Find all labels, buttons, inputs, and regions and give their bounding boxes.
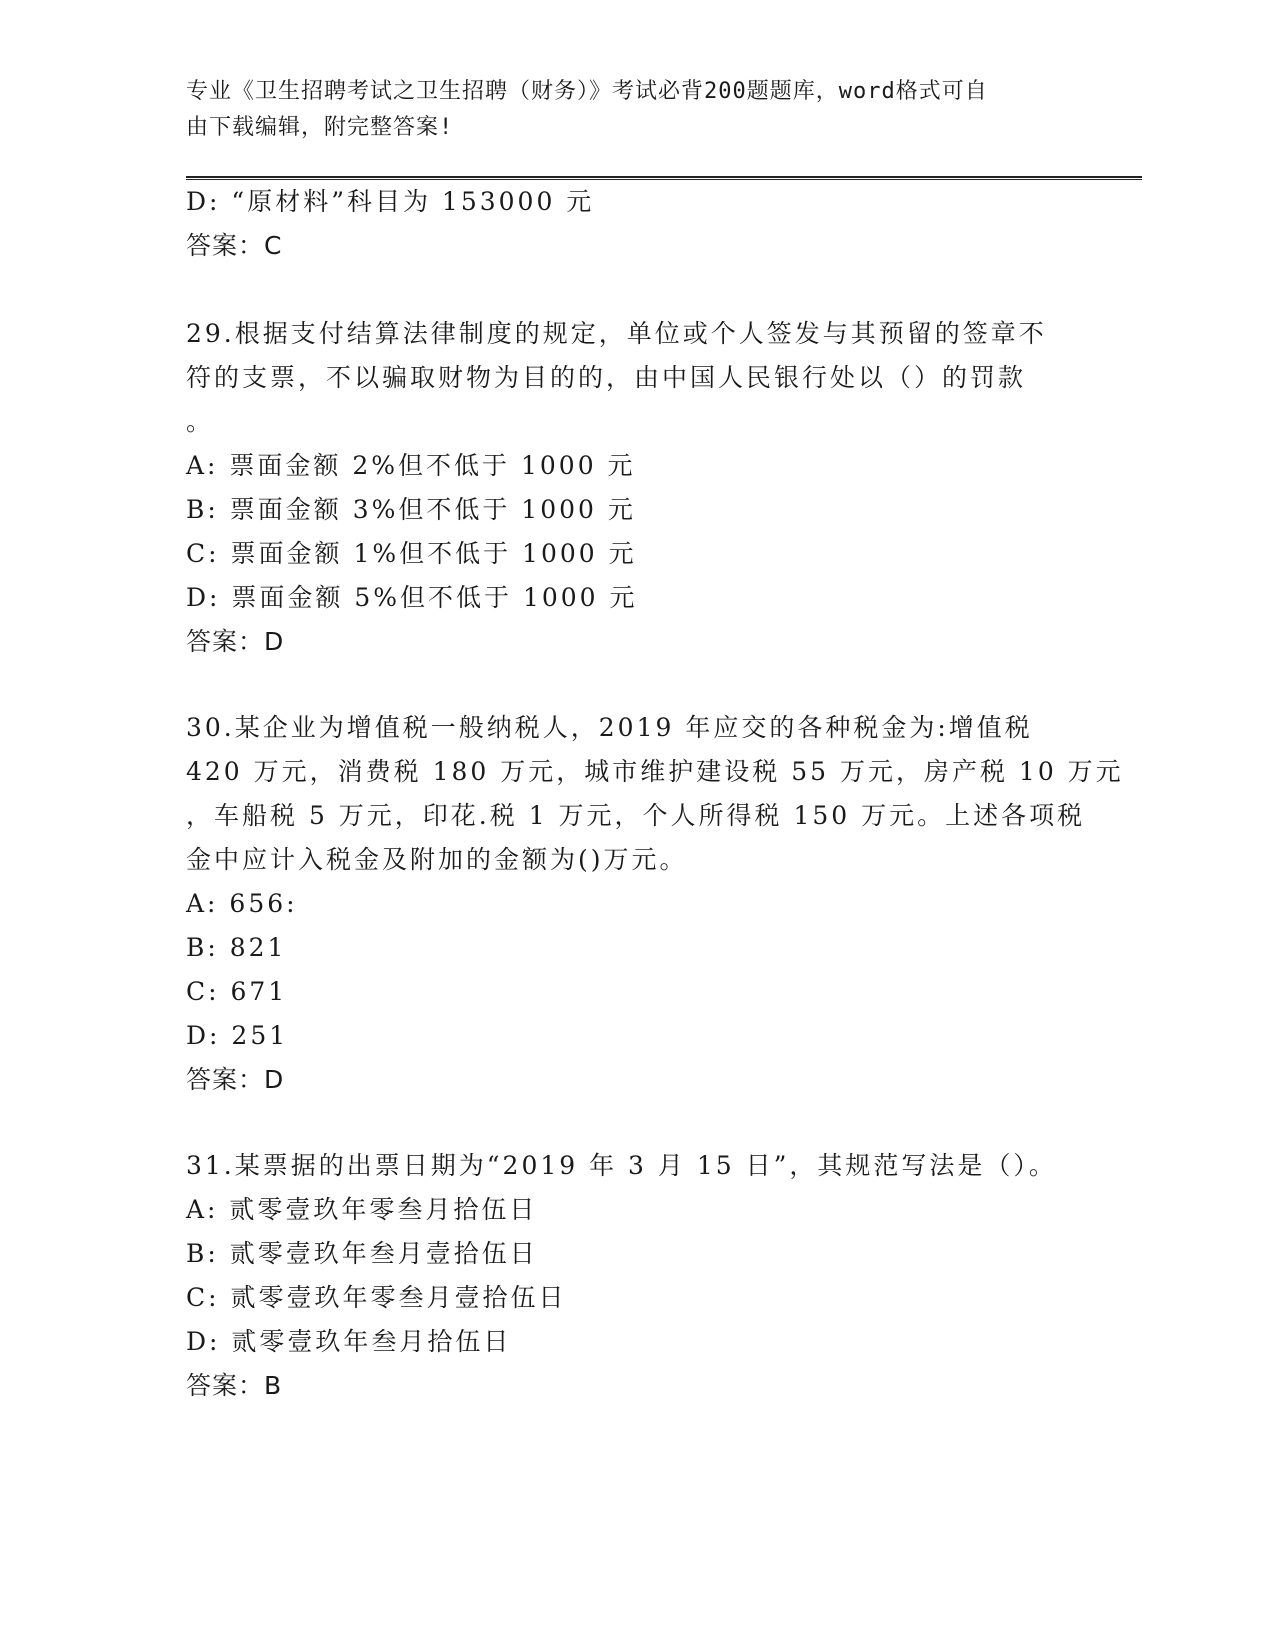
q30-stem-line-4: 金中应计入税金及附加的金额为()万元。 [186, 845, 688, 874]
q31-option-c: C: 贰零壹玖年零叁月壹拾伍日 [186, 1283, 567, 1312]
header-divider [186, 176, 1142, 180]
q31-stem-line-1: 31.某票据的出票日期为“2019 年 3 月 15 日”，其规范写法是（）。 [186, 1151, 1057, 1180]
q30-option-d: D: 251 [186, 1021, 289, 1050]
q29-stem-line-3: 。 [186, 407, 215, 436]
page-header [186, 74, 1066, 146]
q29-option-c: C: 票面金额 1%但不低于 1000 元 [186, 539, 637, 568]
q30-stem-line-2: 420 万元，消费税 180 万元，城市维护建设税 55 万元，房产税 10 万元 [186, 757, 1124, 786]
q29-answer: 答案：D [186, 627, 285, 656]
q30-answer: 答案：D [186, 1065, 285, 1094]
q29-option-d: D: 票面金额 5%但不低于 1000 元 [186, 583, 638, 612]
q29-option-a: A: 票面金额 2%但不低于 1000 元 [186, 451, 636, 480]
q30-option-c: C: 671 [186, 977, 288, 1006]
q31-answer: 答案：B [186, 1371, 283, 1400]
q30-option-a: A: 656: [186, 889, 298, 918]
header-line-1: 专业《卫生招聘考试之卫生招聘（财务）》考试必背200题题库，word格式可自 [186, 79, 988, 104]
q29-option-b: B: 票面金额 3%但不低于 1000 元 [186, 495, 636, 524]
q29-stem-line-1: 29.根据支付结算法律制度的规定，单位或个人签发与其预留的签章不 [186, 319, 1047, 348]
header-line-2: 由下载编辑，附完整答案! [186, 115, 454, 140]
q28-option-d: D: “原材料”科目为 153000 元 [186, 187, 595, 216]
q31-option-d: D: 贰零壹玖年叁月拾伍日 [186, 1327, 512, 1356]
q30-stem-line-3: ，车船税 5 万元，印花.税 1 万元，个人所得税 150 万元。上述各项税 [186, 801, 1086, 830]
q31-option-a: A: 贰零壹玖年零叁月拾伍日 [186, 1195, 538, 1224]
q30-option-b: B: 821 [186, 933, 287, 962]
q28-answer: 答案：C [186, 231, 283, 260]
q30-stem-line-1: 30.某企业为增值税一般纳税人，2019 年应交的各种税金为:增值税 [186, 713, 1033, 742]
q29-stem-line-2: 符的支票，不以骗取财物为目的的，由中国人民银行处以（）的罚款 [186, 363, 1027, 392]
q31-option-b: B: 贰零壹玖年叁月壹拾伍日 [186, 1239, 538, 1268]
